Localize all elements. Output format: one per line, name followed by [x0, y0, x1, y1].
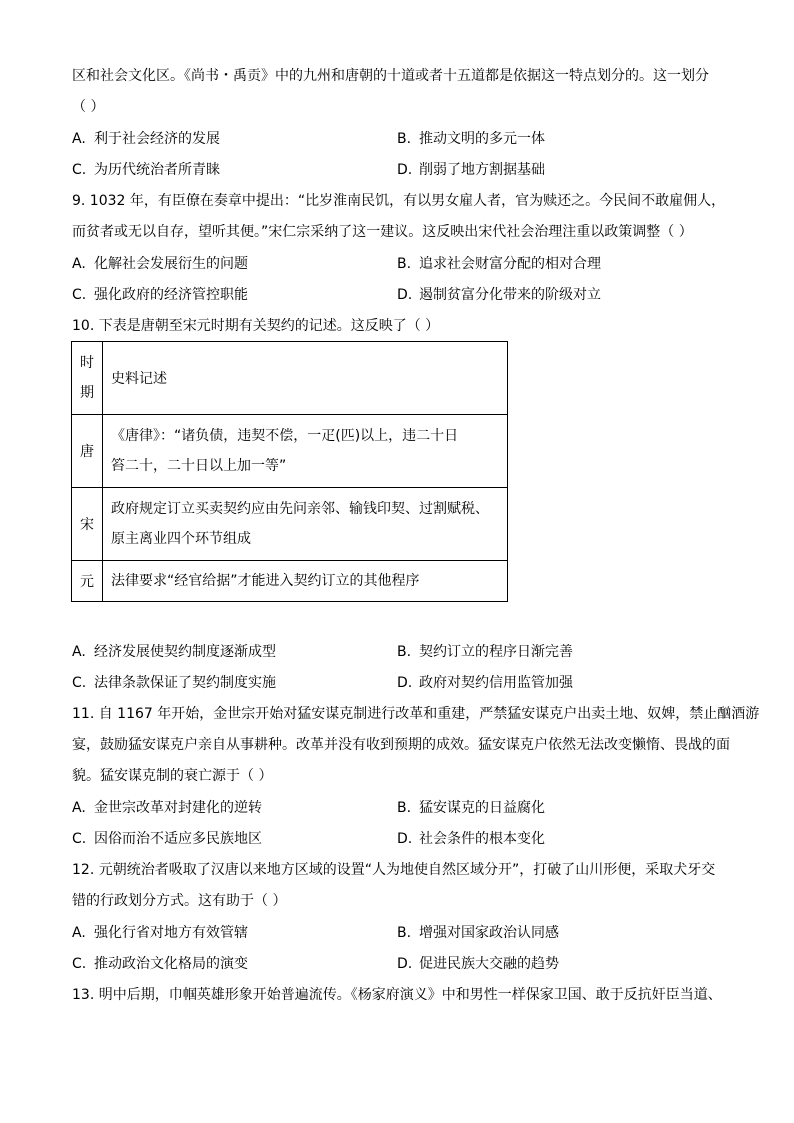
table-cell-line: 《唐律》：“诸负债，违契不偿，一疋(匹)以上，违二十日 [111, 428, 459, 444]
q8-stem-line-1: 区和社会文化区。《尚书・禹贡》中的九州和唐朝的十道或者十五道都是依据这一特点划分的。这一划分 [72, 68, 709, 84]
q8-option-a[interactable] [72, 129, 220, 149]
option-text: 化解社会发展衍生的问题 [94, 256, 248, 272]
option-letter: D. [397, 287, 413, 303]
q9-option-c[interactable] [72, 285, 248, 305]
q10-option-a[interactable] [72, 642, 276, 662]
q11-option-b[interactable] [397, 798, 545, 818]
table-cell-line: 原主离业四个环节组成 [111, 531, 251, 547]
table-row-content [103, 561, 508, 602]
q9-stem-line-2: 而贫者或无以自存，望听其便。”宋仁宗采纳了这一建议。这反映出宋代社会治理注重以政策调整（ ） [72, 224, 693, 240]
option-text: 促进民族大交融的趋势 [419, 956, 559, 972]
option-text: 遏制贫富分化带来的阶级对立 [419, 287, 601, 303]
q8-option-c[interactable] [72, 160, 220, 180]
option-text: 猛安谋克的日益腐化 [419, 800, 545, 816]
table-row-content [103, 415, 508, 488]
header-period-char-2: 期 [80, 385, 94, 401]
option-text: 社会条件的根本变化 [419, 831, 545, 847]
option-letter: B. [397, 131, 412, 147]
option-letter: D. [397, 956, 413, 972]
q9-option-b[interactable] [397, 254, 601, 274]
option-text: 为历代统治者所青睐 [94, 162, 220, 178]
table-row-period: 宋 [72, 488, 103, 561]
table-cell-line: 法律要求“经官给据”才能进入契约订立的其他程序 [111, 573, 420, 589]
q12-option-b[interactable] [397, 923, 559, 943]
option-text: 推动文明的多元一体 [419, 131, 545, 147]
option-letter: B. [397, 925, 412, 941]
option-letter: D. [397, 675, 413, 691]
q11-stem-line-1: 11. 自 1167 年开始，金世宗开始对猛安谋克制进行改革和重建，严禁猛安谋克户出卖土地、奴婢，禁止酗酒游 [72, 706, 760, 722]
q10-records-table [71, 341, 508, 602]
option-text: 追求社会财富分配的相对合理 [419, 256, 601, 272]
q11-stem-line-3: 貌。猛安谋克制的衰亡源于（ ） [72, 768, 273, 784]
option-text: 利于社会经济的发展 [94, 131, 220, 147]
option-letter: B. [397, 256, 412, 272]
q9-option-d[interactable] [397, 285, 601, 305]
option-letter: C. [72, 162, 87, 178]
option-letter: C. [72, 831, 87, 847]
q10-stem-line-1: 10. 下表是唐朝至宋元时期有关契约的记述。这反映了（ ） [72, 318, 440, 334]
option-text: 因俗而治不适应多民族地区 [94, 831, 262, 847]
table-header-content: 史料记述 [103, 342, 508, 415]
table-row-period: 元 [72, 561, 103, 602]
q12-option-d[interactable] [397, 954, 559, 974]
option-letter: B. [397, 644, 412, 660]
table-row-period: 唐 [72, 415, 103, 488]
option-text: 经济发展使契约制度逐渐成型 [94, 644, 276, 660]
q9-option-a[interactable] [72, 254, 248, 274]
option-letter: A. [72, 131, 86, 147]
option-text: 法律条款保证了契约制度实施 [94, 675, 276, 691]
table-row [72, 488, 508, 561]
q12-option-a[interactable] [72, 923, 248, 943]
option-text: 削弱了地方割据基础 [419, 162, 545, 178]
option-letter: A. [72, 644, 86, 660]
option-letter: A. [72, 925, 86, 941]
option-text: 政府对契约信用监管加强 [419, 675, 573, 691]
table-cell-line: 笞二十，二十日以上加一等” [111, 458, 287, 474]
q11-option-a[interactable] [72, 798, 262, 818]
table-header-row [72, 342, 508, 415]
option-text: 推动政治文化格局的演变 [94, 956, 248, 972]
option-text: 契约订立的程序日渐完善 [419, 644, 573, 660]
table-row [72, 561, 508, 602]
option-letter: D. [397, 162, 413, 178]
q10-option-d[interactable] [397, 673, 573, 693]
option-text: 金世宗改革对封建化的逆转 [94, 800, 262, 816]
q9-stem-line-1: 9. 1032 年，有臣僚在奏章中提出：“比岁淮南民饥，有以男女雇人者，官为赎还之。今民间不敢雇佣人， [72, 193, 726, 209]
option-text: 强化行省对地方有效管辖 [94, 925, 248, 941]
q13-stem-line-1: 13. 明中后期，巾帼英雄形象开始普遍流传。《杨家府演义》中和男性一样保家卫国、敢于反抗奸臣当道、 [72, 987, 722, 1003]
q11-option-d[interactable] [397, 829, 545, 849]
q8-option-b[interactable] [397, 129, 545, 149]
option-letter: C. [72, 956, 87, 972]
table-row-content [103, 488, 508, 561]
q12-option-c[interactable] [72, 954, 248, 974]
q8-option-d[interactable] [397, 160, 545, 180]
q11-option-c[interactable] [72, 829, 262, 849]
option-letter: A. [72, 256, 86, 272]
option-text: 增强对国家政治认同感 [419, 925, 559, 941]
table-cell-line: 政府规定订立买卖契约应由先问亲邻、输钱印契、过割赋税、 [111, 501, 489, 517]
option-letter: D. [397, 831, 413, 847]
q8-answer-blank: （ ） [72, 99, 105, 115]
option-letter: C. [72, 675, 87, 691]
q10-option-b[interactable] [397, 642, 573, 662]
q12-stem-line-1: 12. 元朝统治者吸取了汉唐以来地方区域的设置“人为地使自然区域分开”，打破了山川形便，采取犬牙交 [72, 862, 716, 878]
option-letter: C. [72, 287, 87, 303]
header-period-char-1: 时 [80, 355, 94, 371]
table-header-period [72, 342, 103, 415]
q11-stem-line-2: 宴，鼓励猛安谋克户亲自从事耕种。改革并没有收到预期的成效。猛安谋克户依然无法改变懒惰、畏战的面 [72, 737, 730, 753]
option-letter: B. [397, 800, 412, 816]
table-row [72, 415, 508, 488]
q10-option-c[interactable] [72, 673, 276, 693]
q12-stem-line-2: 错的行政划分方式。这有助于（ ） [72, 893, 287, 909]
option-text: 强化政府的经济管控职能 [94, 287, 248, 303]
option-letter: A. [72, 800, 86, 816]
